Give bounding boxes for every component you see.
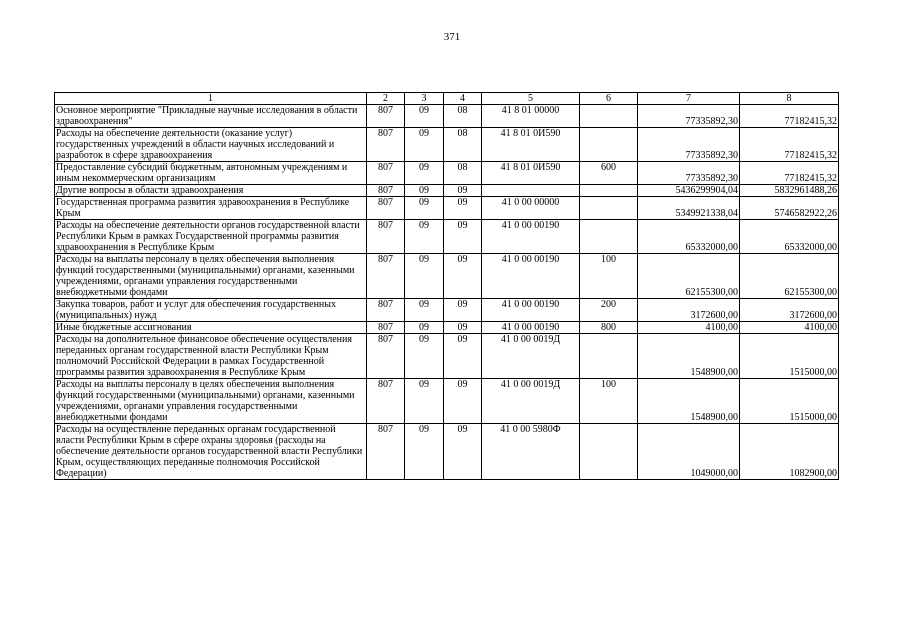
- section-code-cell: 09: [405, 379, 444, 424]
- row-name-cell: Основное мероприятие "Прикладные научные исследования в области здравоохранения": [55, 105, 367, 128]
- expense-type-cell: 800: [580, 322, 638, 334]
- amount-year1-cell: 77335892,30: [638, 128, 740, 162]
- section-code-cell: 09: [405, 254, 444, 299]
- ministry-code-cell: 807: [367, 128, 405, 162]
- expense-type-cell: [580, 185, 638, 197]
- section-code-cell: 09: [405, 128, 444, 162]
- table-row: [55, 379, 839, 424]
- amount-year1-cell: 4100,00: [638, 322, 740, 334]
- section-code-cell: 09: [405, 162, 444, 185]
- expense-type-cell: [580, 128, 638, 162]
- amount-year1-cell: 5436299904,04: [638, 185, 740, 197]
- ministry-code-cell: 807: [367, 254, 405, 299]
- row-name-cell: Иные бюджетные ассигнования: [55, 322, 367, 334]
- target-article-cell: 41 0 00 00000: [482, 197, 580, 220]
- ministry-code-cell: 807: [367, 299, 405, 322]
- target-article-cell: 41 0 00 00190: [482, 254, 580, 299]
- target-article-cell: 41 8 01 0И590: [482, 162, 580, 185]
- expense-type-cell: 100: [580, 379, 638, 424]
- amount-year1-cell: 62155300,00: [638, 254, 740, 299]
- table-row: [55, 197, 839, 220]
- table-row: [55, 254, 839, 299]
- section-code-cell: 09: [405, 185, 444, 197]
- ministry-code-cell: 807: [367, 220, 405, 254]
- row-name-cell: Предоставление субсидий бюджетным, автономным учреждениям и иным некоммерческим организациям: [55, 162, 367, 185]
- table-row: [55, 162, 839, 185]
- expense-type-cell: 600: [580, 162, 638, 185]
- amount-year1-cell: 65332000,00: [638, 220, 740, 254]
- expense-type-cell: [580, 220, 638, 254]
- ministry-code-cell: 807: [367, 424, 405, 480]
- target-article-cell: 41 0 00 5980Ф: [482, 424, 580, 480]
- header-cell: 2: [367, 93, 405, 105]
- target-article-cell: 41 8 01 00000: [482, 105, 580, 128]
- row-name-cell: Расходы на выплаты персоналу в целях обеспечения выполнения функций государственными (муниципальными) органами, казенными учреждениями, органами управления государственными внебюджетными фондами: [55, 254, 367, 299]
- expense-type-cell: [580, 197, 638, 220]
- table-row: [55, 424, 839, 480]
- header-cell: 8: [740, 93, 839, 105]
- header-cell: 3: [405, 93, 444, 105]
- section-code-cell: 09: [405, 105, 444, 128]
- expense-type-cell: [580, 424, 638, 480]
- subsection-code-cell: 08: [444, 162, 482, 185]
- row-name-cell: Другие вопросы в области здравоохранения: [55, 185, 367, 197]
- table-row: [55, 105, 839, 128]
- ministry-code-cell: 807: [367, 379, 405, 424]
- subsection-code-cell: 08: [444, 128, 482, 162]
- subsection-code-cell: 09: [444, 379, 482, 424]
- table-row: [55, 299, 839, 322]
- ministry-code-cell: 807: [367, 162, 405, 185]
- table-row: [55, 334, 839, 379]
- ministry-code-cell: 807: [367, 105, 405, 128]
- header-cell: 7: [638, 93, 740, 105]
- target-article-cell: 41 8 01 0И590: [482, 128, 580, 162]
- section-code-cell: 09: [405, 322, 444, 334]
- ministry-code-cell: 807: [367, 185, 405, 197]
- header-cell: 4: [444, 93, 482, 105]
- subsection-code-cell: 09: [444, 197, 482, 220]
- table-row: [55, 220, 839, 254]
- amount-year2-cell: 77182415,32: [740, 128, 839, 162]
- amount-year2-cell: 65332000,00: [740, 220, 839, 254]
- expense-type-cell: [580, 105, 638, 128]
- expense-type-cell: 200: [580, 299, 638, 322]
- amount-year2-cell: 77182415,32: [740, 162, 839, 185]
- target-article-cell: 41 0 00 00190: [482, 299, 580, 322]
- amount-year1-cell: 1049000,00: [638, 424, 740, 480]
- row-name-cell: Расходы на осуществление переданных органам государственной власти Республики Крым в сфере охраны здоровья (расходы на обеспечение деятельности органов государственной власти Республики Крым, осуществляющих переданные полномочия Российской Федерации): [55, 424, 367, 480]
- amount-year1-cell: 1548900,00: [638, 334, 740, 379]
- row-name-cell: Закупка товаров, работ и услуг для обеспечения государственных (муниципальных) нужд: [55, 299, 367, 322]
- amount-year2-cell: 5832961488,26: [740, 185, 839, 197]
- amount-year2-cell: 1082900,00: [740, 424, 839, 480]
- page-number: 371: [443, 31, 461, 43]
- amount-year1-cell: 77335892,30: [638, 162, 740, 185]
- header-cell: 6: [580, 93, 638, 105]
- subsection-code-cell: 09: [444, 334, 482, 379]
- amount-year2-cell: 1515000,00: [740, 334, 839, 379]
- amount-year2-cell: 1515000,00: [740, 379, 839, 424]
- amount-year1-cell: 1548900,00: [638, 379, 740, 424]
- section-code-cell: 09: [405, 197, 444, 220]
- ministry-code-cell: 807: [367, 334, 405, 379]
- table-row: [55, 185, 839, 197]
- amount-year1-cell: 77335892,30: [638, 105, 740, 128]
- target-article-cell: [482, 185, 580, 197]
- section-code-cell: 09: [405, 220, 444, 254]
- amount-year1-cell: 3172600,00: [638, 299, 740, 322]
- target-article-cell: 41 0 00 0019Д: [482, 334, 580, 379]
- ministry-code-cell: 807: [367, 322, 405, 334]
- target-article-cell: 41 0 00 00190: [482, 220, 580, 254]
- target-article-cell: 41 0 00 00190: [482, 322, 580, 334]
- section-code-cell: 09: [405, 334, 444, 379]
- section-code-cell: 09: [405, 424, 444, 480]
- amount-year1-cell: 5349921338,04: [638, 197, 740, 220]
- subsection-code-cell: 08: [444, 105, 482, 128]
- row-name-cell: Государственная программа развития здравоохранения в Республике Крым: [55, 197, 367, 220]
- header-row: [55, 93, 839, 105]
- amount-year2-cell: 5746582922,26: [740, 197, 839, 220]
- header-cell: 1: [55, 93, 367, 105]
- expense-type-cell: 100: [580, 254, 638, 299]
- expense-type-cell: [580, 334, 638, 379]
- target-article-cell: 41 0 00 0019Д: [482, 379, 580, 424]
- amount-year2-cell: 62155300,00: [740, 254, 839, 299]
- subsection-code-cell: 09: [444, 185, 482, 197]
- amount-year2-cell: 77182415,32: [740, 105, 839, 128]
- subsection-code-cell: 09: [444, 299, 482, 322]
- row-name-cell: Расходы на обеспечение деятельности органов государственной власти Республики Крым в рамках Государственной программы развития здравоохранения в Республике Крым: [55, 220, 367, 254]
- budget-table: [54, 92, 839, 480]
- row-name-cell: Расходы на дополнительное финансовое обеспечение осуществления переданных органам государственной власти Республики Крым полномочий Российской Федерации в рамках Государственной программы развития здравоохранения в Республике Крым: [55, 334, 367, 379]
- section-code-cell: 09: [405, 299, 444, 322]
- subsection-code-cell: 09: [444, 254, 482, 299]
- table-row: [55, 322, 839, 334]
- amount-year2-cell: 3172600,00: [740, 299, 839, 322]
- subsection-code-cell: 09: [444, 424, 482, 480]
- row-name-cell: Расходы на выплаты персоналу в целях обеспечения выполнения функций государственными (муниципальными) органами, казенными учреждениями, органами управления государственными внебюджетными фондами: [55, 379, 367, 424]
- row-name-cell: Расходы на обеспечение деятельности (оказание услуг) государственных учреждений в области научных исследований и разработок в сфере здравоохранения: [55, 128, 367, 162]
- subsection-code-cell: 09: [444, 322, 482, 334]
- ministry-code-cell: 807: [367, 197, 405, 220]
- subsection-code-cell: 09: [444, 220, 482, 254]
- amount-year2-cell: 4100,00: [740, 322, 839, 334]
- table-row: [55, 128, 839, 162]
- header-cell: 5: [482, 93, 580, 105]
